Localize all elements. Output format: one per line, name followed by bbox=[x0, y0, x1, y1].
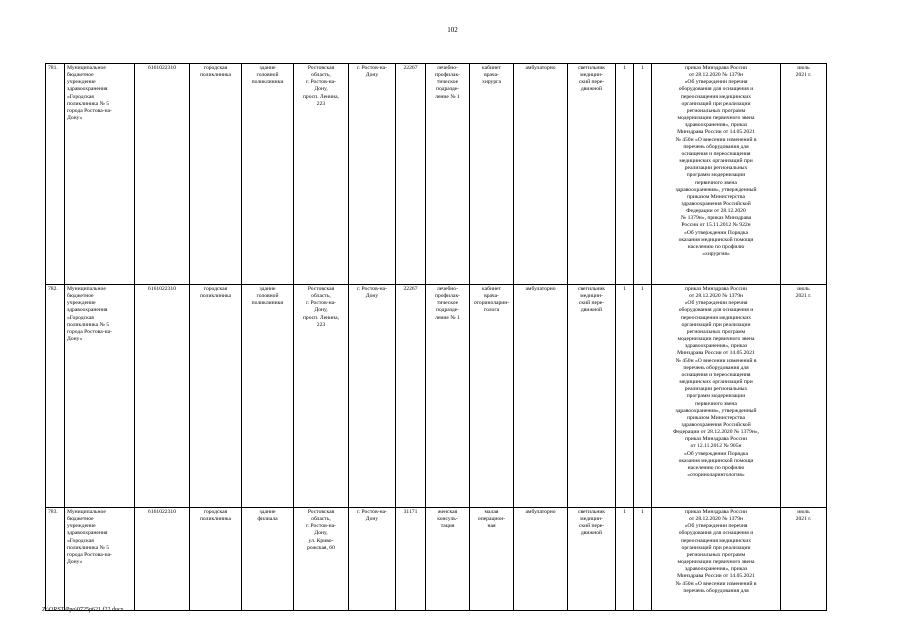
code-cell bbox=[396, 64, 426, 285]
room-cell bbox=[470, 508, 514, 611]
address-cell bbox=[294, 285, 349, 508]
address-cell-text: Ростовская область, г. Ростов-на- Дону, ул. Криво- рожская, 60 bbox=[306, 509, 336, 551]
organization-cell-text: Муниципальное бюджетное учреждение здравоохранения «Городская поликлиника № 5 города Ростова-на- Дону» bbox=[67, 509, 112, 566]
address-cell bbox=[294, 508, 349, 611]
inn-cell bbox=[135, 285, 190, 508]
legal-basis-cell bbox=[652, 508, 781, 611]
quantity-cell bbox=[634, 508, 652, 611]
division-cell bbox=[426, 285, 470, 508]
table-row bbox=[46, 285, 827, 508]
care-mode-cell bbox=[514, 285, 568, 508]
code-cell bbox=[396, 285, 426, 508]
table-row bbox=[46, 508, 827, 611]
date-cell-text: июль 2021 г. bbox=[795, 286, 812, 300]
room-cell-text: кабинет врача- оториноларин- голога bbox=[473, 286, 510, 314]
quantity-cell-text: 1 bbox=[623, 509, 626, 515]
address-cell bbox=[294, 64, 349, 285]
inn-cell-text: 6161022310 bbox=[148, 509, 176, 515]
equipment-cell-text: светильник медицин- ский пере- движной bbox=[577, 286, 606, 314]
code-cell-text: 22267 bbox=[403, 65, 418, 71]
organization-cell bbox=[65, 64, 135, 285]
organization-cell bbox=[65, 508, 135, 611]
legal-basis-cell-text: приказ Минздрава России от 28.12.2020 № 1379н «Об утверждении перечня оборудования для оснащения и переоснащения медицинских организаций при реализации региональных программ модернизации первичного звена здравоохранения», приказ Минздрава России от 14.05.2021 № 450н «О внесении изменений в перечень оборудования для оснащения и переоснащения медицинских организаций при реализации региональных программ модернизации первичного звена здравоохранения», утвержденный приказом Министерства здравоохранения Российской Федерации от 28.12.2020 № 1379н», приказ Минздрава России от 12.11.2012 № 905н «Об утверждении Порядка оказания медицинской помощи населению по профилю «оториноларингология» bbox=[672, 286, 760, 479]
row-number-cell bbox=[46, 64, 65, 285]
facility-type-cell bbox=[190, 64, 242, 285]
code-cell-text: 22267 bbox=[403, 286, 418, 292]
building-cell bbox=[242, 508, 294, 611]
building-cell-text: здание головной поликлиники bbox=[251, 286, 284, 307]
building-cell bbox=[242, 285, 294, 508]
inn-cell bbox=[135, 64, 190, 285]
division-cell bbox=[426, 508, 470, 611]
organization-cell-text: Муниципальное бюджетное учреждение здравоохранения «Городская поликлиника № 5 города Ростова-на- Дону» bbox=[67, 65, 112, 122]
quantity-cell-text: 1 bbox=[641, 65, 644, 71]
equipment-cell bbox=[568, 285, 616, 508]
quantity-cell-text: 1 bbox=[623, 65, 626, 71]
quantity-cell-text: 1 bbox=[641, 509, 644, 515]
room-cell bbox=[470, 285, 514, 508]
row-number-cell bbox=[46, 508, 65, 611]
city-cell-text: г. Ростов-на- Дону bbox=[357, 509, 387, 523]
equipment-cell-text: светильник медицин- ский пере- движной bbox=[577, 509, 606, 537]
care-mode-cell bbox=[514, 508, 568, 611]
quantity-cell bbox=[616, 508, 634, 611]
inn-cell-text: 6161022310 bbox=[148, 65, 176, 71]
equipment-register-table bbox=[45, 63, 827, 611]
row-number-cell bbox=[46, 285, 65, 508]
row-number-cell-text: 782. bbox=[48, 286, 58, 292]
inn-cell-text: 6161022310 bbox=[148, 286, 176, 292]
room-cell-text: кабинет врача- хирурга bbox=[482, 65, 501, 86]
page-number: 102 bbox=[447, 26, 458, 34]
care-mode-cell-text: амбулаторно bbox=[525, 509, 556, 515]
date-cell-text: июль 2021 г. bbox=[795, 65, 812, 79]
room-cell-text: малая операцион- ная bbox=[477, 509, 506, 530]
division-cell-text: лечебно- профилак- тическое подразде- ление № 1 bbox=[434, 286, 461, 321]
quantity-cell bbox=[634, 64, 652, 285]
quantity-cell-text: 1 bbox=[623, 286, 626, 292]
date-cell bbox=[781, 508, 827, 611]
address-cell-text: Ростовская область, г. Ростов-на- Дону, просп. Ленина, 223 bbox=[302, 65, 340, 107]
footer-file-path: Z:\ORST\Ppo\0725p621.f22.docx bbox=[42, 607, 124, 613]
inn-cell bbox=[135, 508, 190, 611]
code-cell bbox=[396, 508, 426, 611]
row-number-cell-text: 781. bbox=[48, 65, 58, 71]
quantity-cell bbox=[634, 285, 652, 508]
equipment-cell bbox=[568, 508, 616, 611]
city-cell-text: г. Ростов-на- Дону bbox=[357, 65, 387, 79]
building-cell-text: здание головной поликлиники bbox=[251, 65, 284, 86]
division-cell bbox=[426, 64, 470, 285]
date-cell-text: июль 2021 г. bbox=[795, 509, 812, 523]
care-mode-cell-text: амбулаторно bbox=[525, 286, 556, 292]
date-cell bbox=[781, 64, 827, 285]
care-mode-cell bbox=[514, 64, 568, 285]
facility-type-cell-text: городская поликлиника bbox=[199, 65, 232, 79]
city-cell-text: г. Ростов-на- Дону bbox=[357, 286, 387, 300]
row-number-cell-text: 783. bbox=[48, 509, 58, 515]
care-mode-cell-text: амбулаторно bbox=[525, 65, 556, 71]
building-cell-text: здание филиала bbox=[257, 509, 278, 523]
city-cell bbox=[349, 285, 396, 508]
facility-type-cell-text: городская поликлиника bbox=[199, 509, 232, 523]
table-body bbox=[46, 64, 827, 611]
organization-cell-text: Муниципальное бюджетное учреждение здравоохранения «Городская поликлиника № 5 города Ростова-на- Дону» bbox=[67, 286, 112, 343]
city-cell bbox=[349, 64, 396, 285]
legal-basis-cell bbox=[652, 285, 781, 508]
table-row bbox=[46, 64, 827, 285]
building-cell bbox=[242, 64, 294, 285]
facility-type-cell bbox=[190, 285, 242, 508]
address-cell-text: Ростовская область, г. Ростов-на- Дону, просп. Ленина, 223 bbox=[302, 286, 340, 328]
equipment-cell-text: светильник медицин- ский пере- движной bbox=[577, 65, 606, 93]
legal-basis-cell-text: приказ Минздрава России от 28.12.2020 № 1379н «Об утверждении перечня оборудования для оснащения и переоснащения медицинских организаций при реализации региональных программ модернизации первичного звена здравоохранения», приказ Минздрава России от 14.05.2021 № 450н «О внесении изменений в перечень оборудования для bbox=[675, 509, 757, 594]
organization-cell bbox=[65, 285, 135, 508]
city-cell bbox=[349, 508, 396, 611]
room-cell bbox=[470, 64, 514, 285]
division-cell-text: женская консуль- тация bbox=[437, 509, 458, 530]
quantity-cell bbox=[616, 64, 634, 285]
facility-type-cell-text: городская поликлиника bbox=[199, 286, 232, 300]
quantity-cell-text: 1 bbox=[641, 286, 644, 292]
legal-basis-cell-text: приказ Минздрава России от 28.12.2020 № 1379н «Об утверждении перечня оборудования для оснащения и переоснащения медицинских организаций при реализации региональных программ модернизации первичного звена здравоохранения», приказ Минздрава России от 14.05.2021 № 450н «О внесении изменений в перечень оборудования для оснащения и переоснащения медицинских организаций при реализации региональных программ модернизации первичного звена здравоохранения», утвержденный приказом Министерства здравоохранения Российской Федерации от 28.12.2020 № 1379н», приказ Минздрава России от 15.11.2012 № 922н «Об утверждении Порядка оказания медицинской помощи населению по профилю «хирургия» bbox=[675, 65, 757, 258]
division-cell-text: лечебно- профилак- тическое подразде- ление № 1 bbox=[434, 65, 461, 100]
facility-type-cell bbox=[190, 508, 242, 611]
equipment-cell bbox=[568, 64, 616, 285]
code-cell-text: 31171 bbox=[403, 509, 418, 515]
date-cell bbox=[781, 285, 827, 508]
quantity-cell bbox=[616, 285, 634, 508]
legal-basis-cell bbox=[652, 64, 781, 285]
